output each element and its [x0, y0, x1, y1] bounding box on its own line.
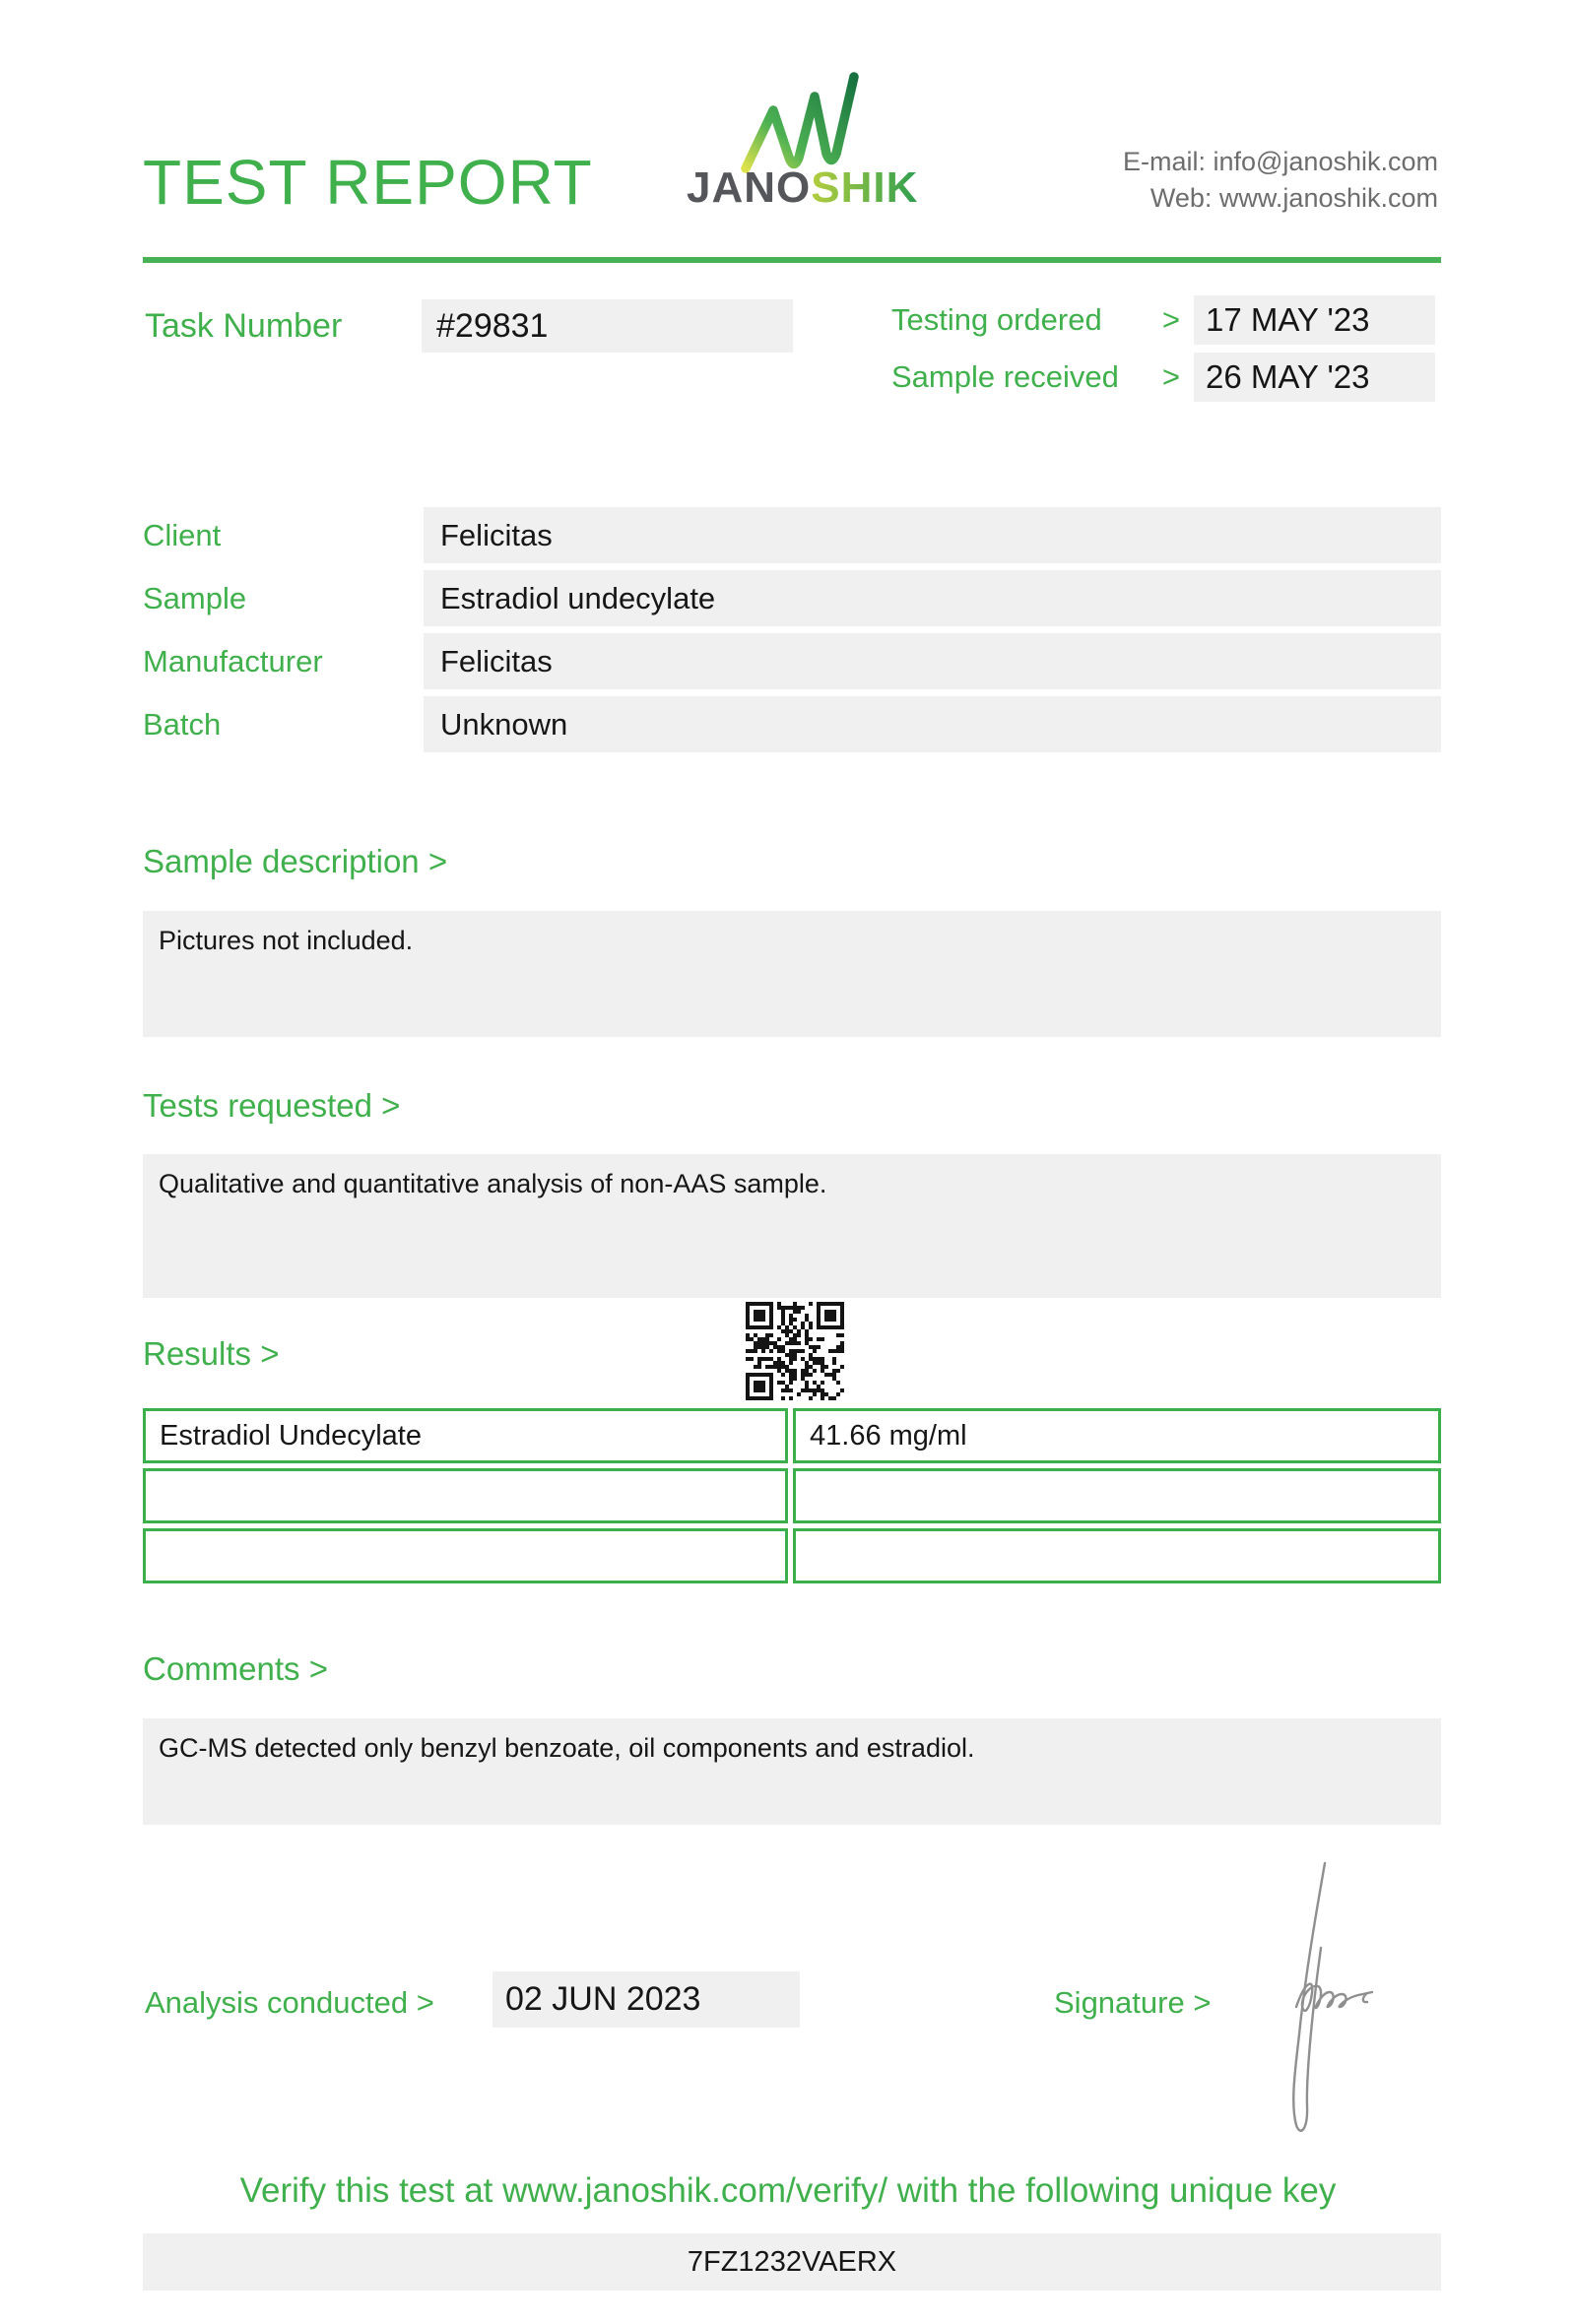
manufacturer-label: Manufacturer [143, 644, 323, 678]
page-title: TEST REPORT [143, 147, 593, 218]
table-row [143, 1468, 1441, 1523]
client-value: Felicitas [424, 507, 1441, 563]
result-value-cell [793, 1528, 1441, 1583]
signature-image [1276, 1857, 1382, 2143]
analysis-conducted-value: 02 JUN 2023 [492, 1971, 800, 2028]
table-row [143, 1528, 1441, 1583]
result-substance-cell [143, 1528, 788, 1583]
results-heading: Results > [143, 1335, 280, 1372]
header-divider [143, 257, 1441, 263]
contact-email: E-mail: info@janoshik.com [1122, 147, 1438, 176]
task-number-value: #29831 [422, 299, 793, 353]
batch-value: Unknown [424, 696, 1441, 752]
comments-heading: Comments > [143, 1650, 328, 1687]
result-value-cell: 41.66 mg/ml [793, 1408, 1441, 1463]
verify-key: 7FZ1232VAERX [143, 2233, 1441, 2291]
sample-description-heading: Sample description > [143, 843, 448, 879]
tests-requested-box: Qualitative and quantitative analysis of non-AAS sample. [143, 1154, 1441, 1298]
info-row-manufacturer [143, 633, 1441, 689]
manufacturer-value: Felicitas [424, 633, 1441, 689]
janoshik-wordmark [687, 163, 918, 213]
testing-ordered-value: 17 MAY '23 [1194, 295, 1435, 345]
info-row-batch [143, 696, 1441, 752]
sample-value: Estradiol undecylate [424, 570, 1441, 626]
sample-received-value: 26 MAY '23 [1194, 353, 1435, 402]
result-substance-cell: Estradiol Undecylate [143, 1408, 788, 1463]
sample-info-block [143, 507, 1441, 759]
task-number-label: Task Number [145, 307, 343, 345]
info-row-client [143, 507, 1441, 563]
table-row [143, 1408, 1441, 1463]
client-label: Client [143, 518, 222, 552]
chevron-right-icon: > [1161, 359, 1180, 394]
batch-label: Batch [143, 707, 222, 742]
contact-info [1123, 144, 1438, 217]
dates-block [891, 295, 1435, 410]
sample-received-row [891, 353, 1435, 402]
signature-label: Signature > [1054, 1985, 1212, 2020]
wordmark-shik: SHIK [811, 163, 919, 212]
comments-box: GC-MS detected only benzyl benzoate, oil components and estradiol. [143, 1718, 1441, 1825]
result-value-cell [793, 1468, 1441, 1523]
info-row-sample [143, 570, 1441, 626]
qr-code-icon [746, 1302, 844, 1400]
verify-instruction: Verify this test at www.janoshik.com/verify/ with the following unique key [239, 2171, 1337, 2210]
wordmark-jano: JANO [687, 163, 812, 212]
sample-received-label: Sample received [891, 359, 1119, 394]
testing-ordered-label: Testing ordered [891, 302, 1102, 337]
result-substance-cell [143, 1468, 788, 1523]
sample-label: Sample [143, 581, 247, 615]
testing-ordered-row [891, 295, 1435, 345]
contact-web: Web: www.janoshik.com [1149, 183, 1438, 213]
results-table [143, 1408, 1441, 1588]
tests-requested-heading: Tests requested > [143, 1087, 401, 1124]
chevron-right-icon: > [1161, 302, 1180, 337]
sample-description-box: Pictures not included. [143, 911, 1441, 1037]
analysis-conducted-label: Analysis conducted > [145, 1985, 434, 2020]
